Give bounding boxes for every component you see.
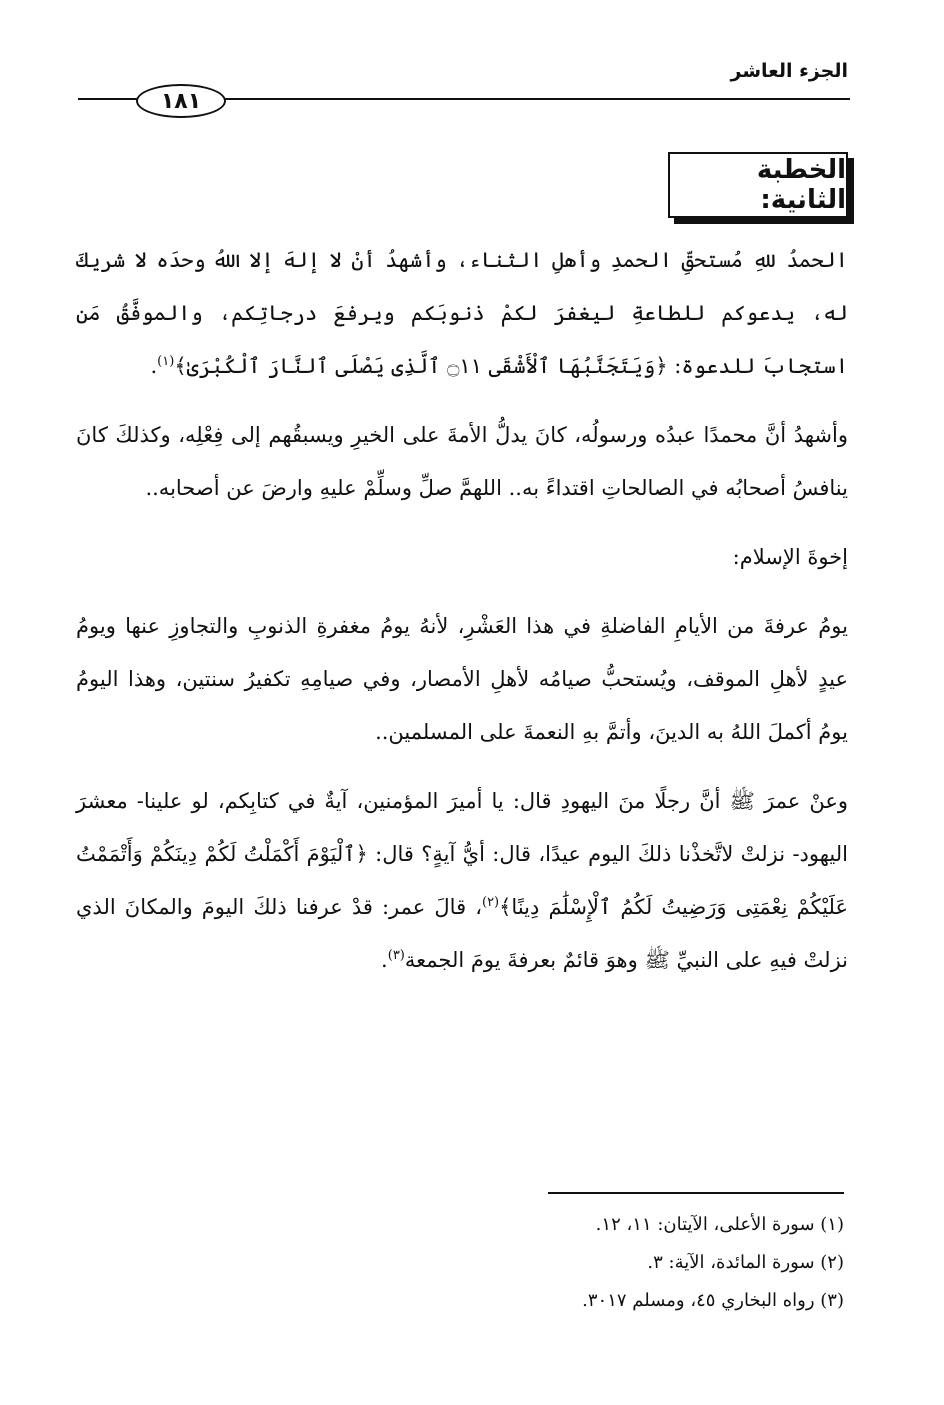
- paragraph-5-middle: ، قالَ عمر: قدْ عرفنا ذلكَ اليومَ والمكانَ الذي نزلتْ فيهِ على النبيِّ ﷺ وهوَ قائمٌ بعرفةَ يومَ الجمعة: [76, 895, 848, 972]
- body-text: [76, 234, 848, 1003]
- footnote-rule: [548, 1192, 844, 1194]
- page-number: ١٨١: [136, 84, 226, 118]
- paragraph-3: إخوةَ الإسلام:: [732, 545, 848, 569]
- paragraph-4: يومُ عرفةَ من الأيامِ الفاضلةِ في هذا العَشْرِ، لأنهُ يومُ مغفرةِ الذنوبِ والتجاوزِ عنها ويومُ عيدٍ لأهلِ الموقف، ويُستحبُّ صيامُه لأهلِ الأمصار، وفي صيامِهِ تكفيرُ سنتين، وهذا اليومُ يومُ أكملَ اللهُ به الدينَ، وأتمَّ بهِ النعمةَ على المسلمين..: [76, 614, 848, 744]
- paragraph-1-end: .: [150, 354, 158, 378]
- footnote-ref-3: (٣): [387, 948, 405, 963]
- quran-verse-1: ﴿وَيَتَجَنَّبُهَا ٱلْأَشْقَى ۝١١ ٱلَّذِى يَصْلَى ٱلنَّارَ ٱلْكُبْرَىٰ﴾: [174, 354, 668, 378]
- footnote-ref-2: (٢): [481, 895, 500, 910]
- footnotes: [200, 1206, 844, 1320]
- paragraph-2: وأشهدُ أنَّ محمدًا عبدُه ورسولُه، كانَ يدلُّ الأمةَ على الخيرِ ويسبقُهم إلى فِعْلِه، وكذلكَ كانَ ينافسُ أصحابُه في الصالحاتِ اقتداءً به.. اللهمَّ صلِّ وسلِّمْ عليهِ وارضَ عن أصحابه..: [76, 423, 848, 500]
- paragraph-5-end: .: [381, 948, 388, 972]
- footnote-ref-1: (١): [157, 354, 175, 369]
- footnote-3: (٣) رواه البخاري ٤٥، ومسلم ٣٠١٧.: [582, 1290, 844, 1311]
- paragraph-5: [76, 775, 848, 987]
- footnote-2: (٢) سورة المائدة، الآية: ٣.: [647, 1252, 844, 1273]
- section-title: الخطبة الثانية:: [668, 152, 848, 218]
- quran-verse-2: ﴿ٱلْيَوْمَ أَكْمَلْتُ لَكُمْ دِينَكُمْ وَأَتْمَمْتُ عَلَيْكُمْ نِعْمَتِى وَرَضِيتُ لَكُمُ ٱلْإِسْلَٰمَ دِينًا﴾: [76, 842, 849, 919]
- running-header: الجزء العاشر: [730, 60, 848, 82]
- footnote-1: (١) سورة الأعلى، الآيتان: ١١، ١٢.: [595, 1214, 844, 1235]
- paragraph-1: [76, 234, 848, 393]
- paragraph-1-text: الحمدُ للهِ مُستحقِّ الحمدِ وأهلِ الثناء، وأشهدُ أنْ لا إلهَ إلا اللهُ وحدَه لا شريكَ له، يدعوكم للطاعةِ ليغفرَ لكمْ ذنوبَكم ويرفعَ درجاتِكم، والموفَّقُ مَن استجابَ للدعوة:: [76, 248, 848, 378]
- paragraph-5-text: وعنْ عمرَ ﷺ أنَّ رجلًا منَ اليهودِ قال: يا أميرَ المؤمنين، آيةٌ في كتابِكم، لو علينا- معشرَ اليهود- نزلتْ لاتَّخذْنا ذلكَ اليوم عيدًا، قال: أيُّ آيةٍ؟ قال:: [76, 789, 848, 866]
